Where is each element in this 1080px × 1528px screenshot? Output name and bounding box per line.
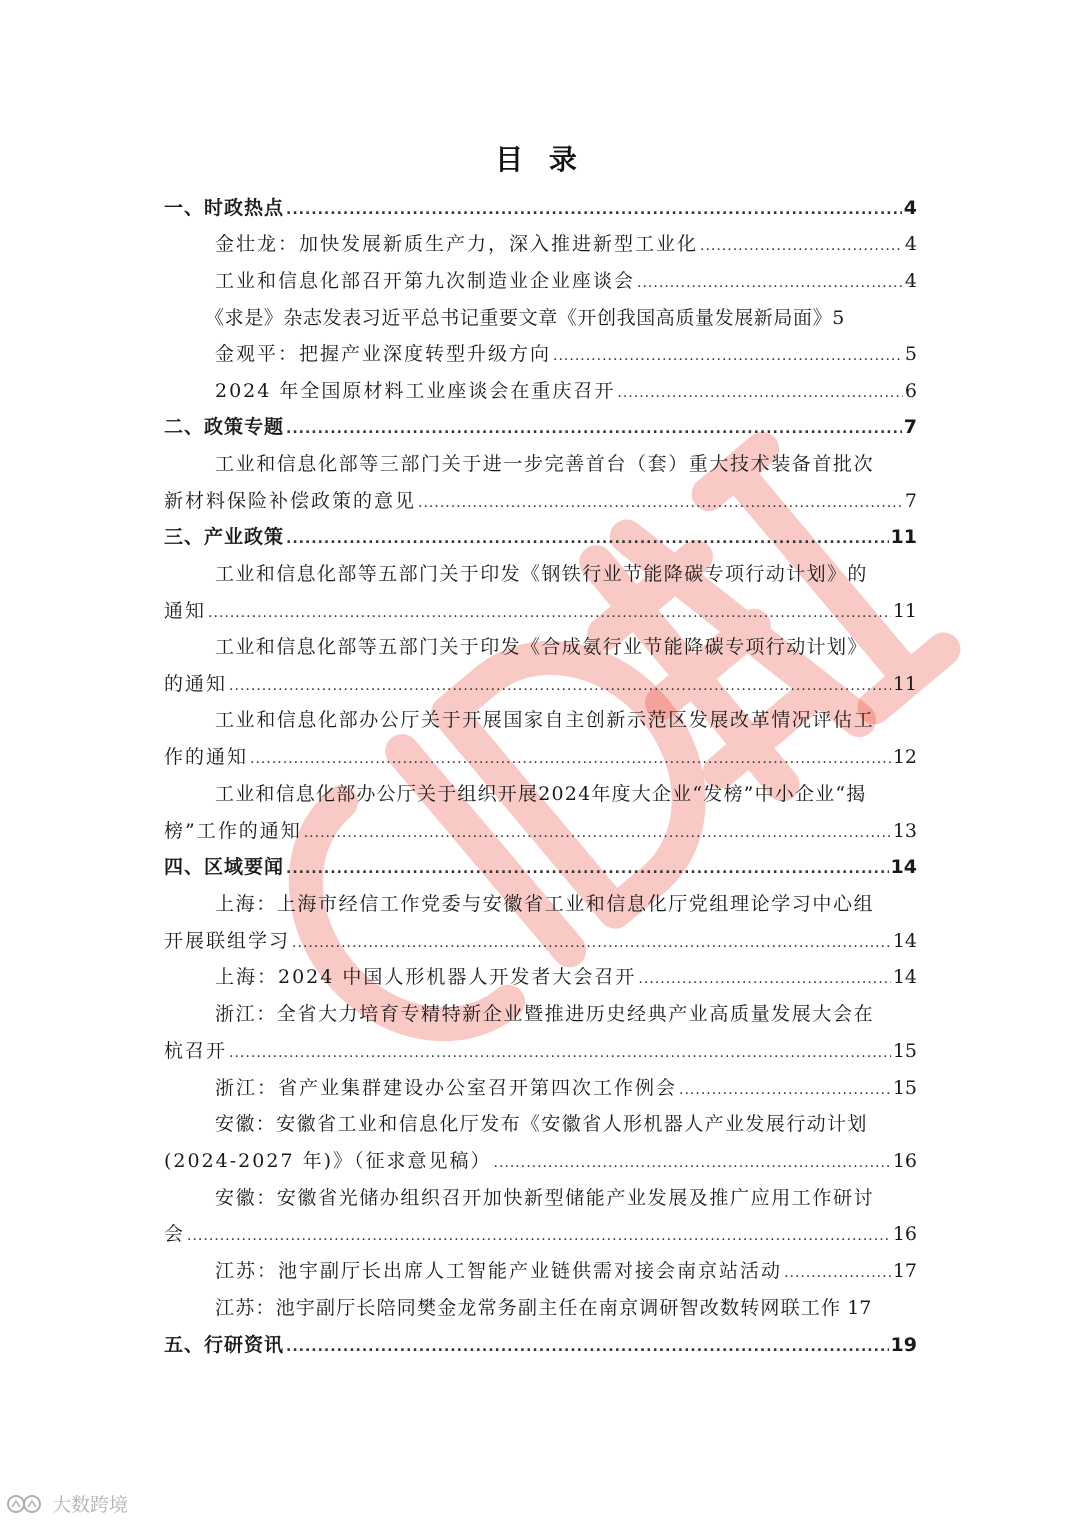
dot-leader — [679, 1076, 891, 1104]
toc-entry[interactable] — [164, 853, 917, 881]
toc-page-number: 16 — [892, 1150, 917, 1172]
toc-entry-text: 金壮龙：加快发展新质生产力，深入推进新型工业化 — [215, 233, 699, 255]
dot-leader — [286, 1333, 889, 1361]
dot-leader — [208, 599, 891, 627]
toc-entry-text: 《求是》杂志发表习近平总书记重要文章《开创我国高质量发展新局面》 — [205, 307, 833, 329]
toc-entry[interactable] — [215, 340, 917, 368]
toc-entry[interactable] — [215, 450, 917, 478]
toc-entry[interactable] — [215, 230, 917, 258]
toc-page-number: 13 — [892, 820, 917, 842]
toc-page-number: 4 — [904, 270, 917, 292]
toc-entry[interactable] — [215, 706, 917, 734]
toc-entry-text: 工业和信息化部召开第九次制造业企业座谈会 — [215, 270, 636, 292]
toc-entry-text: 工业和信息化部办公厅关于开展国家自主创新示范区发展改革情况评估工 — [215, 709, 875, 731]
toc-page-number: 15 — [892, 1077, 917, 1099]
toc-entry-continuation[interactable] — [164, 487, 917, 515]
toc-entry-text: 四、区域要闻 — [164, 856, 285, 878]
toc-entry-text: 安徽：安徽省工业和信息化厅发布《安徽省人形机器人产业发展行动计划 — [215, 1113, 868, 1135]
toc-page-number: 11 — [892, 673, 917, 695]
toc-entry-text: 工业和信息化部等五部门关于印发《合成氨行业节能降碳专项行动计划》 — [215, 636, 868, 658]
toc-entry-text: 江苏：池宇副厅长出席人工智能产业链供需对接会南京站活动 — [215, 1260, 783, 1282]
toc-page-number: 7 — [903, 416, 917, 438]
toc-entry[interactable] — [215, 1294, 917, 1322]
dot-leader — [553, 342, 903, 370]
toc-page-number: 16 — [892, 1223, 917, 1245]
toc-entry-text: 工业和信息化部办公厅关于组织开展2024年度大企业“发榜”中小企业“揭 — [215, 783, 867, 805]
toc-entry[interactable] — [164, 523, 917, 551]
toc-entry-continuation[interactable] — [164, 743, 917, 771]
toc-page-number: 15 — [892, 1040, 917, 1062]
brand-logo-icon — [6, 1493, 46, 1515]
toc-entry-text: 安徽：安徽省光储办组织召开加快新型储能产业发展及推广应用工作研讨 — [215, 1187, 875, 1209]
dot-leader — [286, 415, 902, 443]
toc-page-number: 11 — [892, 600, 917, 622]
toc-page-number: 12 — [892, 746, 917, 768]
toc-entry-text: 的通知 — [164, 673, 228, 695]
toc-entry-text: 二、政策专题 — [164, 416, 285, 438]
dot-leader — [494, 1149, 891, 1177]
toc-page-number: 5 — [904, 343, 917, 365]
toc-page-number: 5 — [832, 307, 845, 329]
toc-page-number: 4 — [904, 233, 917, 255]
toc-entry[interactable] — [164, 194, 917, 222]
dot-leader — [418, 489, 903, 517]
toc-entry[interactable] — [215, 1000, 917, 1028]
dot-leader — [286, 525, 889, 553]
dot-leader — [638, 965, 890, 993]
dot-leader — [617, 379, 903, 407]
toc-entry[interactable] — [164, 413, 917, 441]
toc-entry-continuation[interactable] — [164, 927, 917, 955]
toc-page-number: 4 — [903, 197, 917, 219]
toc-entry-text: 作的通知 — [164, 746, 249, 768]
toc-entry-text: 江苏：池宇副厅长陪同樊金龙常务副主任在南京调研智改数转网联工作 — [215, 1297, 842, 1319]
dot-leader — [286, 855, 889, 883]
toc-entry-text: 杭召开 — [164, 1040, 228, 1062]
toc-page-number: 14 — [892, 930, 917, 952]
toc-page-number: 6 — [904, 380, 917, 402]
toc-entry-text: 新材料保险补偿政策的意见 — [164, 490, 417, 512]
toc-entry[interactable] — [205, 304, 923, 332]
toc-page-number: 14 — [892, 966, 917, 988]
toc-entry-text: 工业和信息化部等五部门关于印发《钢铁行业节能降碳专项行动计划》的 — [215, 563, 868, 585]
toc-entry-text: 榜”工作的通知 — [164, 820, 302, 842]
toc-page-number: 17 — [847, 1297, 872, 1319]
toc-entry-text: 一、时政热点 — [164, 197, 285, 219]
toc-entry[interactable] — [215, 963, 917, 991]
toc-entry-text: 上海：2024 中国人形机器人开发者大会召开 — [215, 966, 637, 988]
toc-entry-text: 五、行研资讯 — [164, 1334, 285, 1356]
toc-entry-text: 上海：上海市经信工作党委与安徽省工业和信息化厅党组理论学习中心组 — [215, 893, 875, 915]
toc-entry[interactable] — [215, 633, 917, 661]
toc-page-number: 17 — [892, 1260, 917, 1282]
toc-entry[interactable] — [215, 560, 917, 588]
toc-page-number: 7 — [904, 490, 917, 512]
toc-entry-text: 2024 年全国原材料工业座谈会在重庆召开 — [215, 380, 616, 402]
footer-brand — [6, 1490, 128, 1517]
toc-entry-text: 开展联组学习 — [164, 930, 291, 952]
dot-leader — [700, 232, 903, 260]
toc-entry-continuation[interactable] — [164, 817, 917, 845]
toc-entry[interactable] — [215, 1257, 917, 1285]
toc-title: 目 录 — [495, 143, 585, 176]
dot-leader — [229, 1039, 891, 1067]
toc-entry-text: 三、产业政策 — [164, 526, 285, 548]
toc-page-number: 14 — [890, 856, 917, 878]
toc-entry-text: 会 — [164, 1223, 186, 1245]
toc-entry-continuation[interactable] — [164, 670, 917, 698]
dot-leader — [286, 196, 902, 224]
toc-entry[interactable] — [215, 267, 917, 295]
toc-entry[interactable] — [215, 377, 917, 405]
toc-entry-text: 通知 — [164, 600, 207, 622]
toc-entry-text: 工业和信息化部等三部门关于进一步完善首台（套）重大技术装备首批次 — [215, 453, 875, 475]
toc-entry[interactable] — [215, 1184, 917, 1212]
dot-leader — [292, 929, 891, 957]
toc-entry[interactable] — [215, 780, 917, 808]
toc-entry-continuation[interactable] — [164, 1037, 917, 1065]
toc-entry-text: (2024-2027 年)》（征求意见稿） — [164, 1150, 492, 1172]
toc-entry-continuation[interactable] — [164, 597, 917, 625]
footer-brand-text: 大数跨境 — [52, 1494, 129, 1516]
toc-entry[interactable] — [215, 1110, 917, 1138]
toc-entry[interactable] — [215, 890, 917, 918]
toc-entry-continuation[interactable] — [164, 1220, 917, 1248]
toc-entry[interactable] — [215, 1074, 917, 1102]
toc-entry[interactable] — [164, 1331, 917, 1359]
toc-entry-text: 浙江：省产业集群建设办公室召开第四次工作例会 — [215, 1077, 678, 1099]
toc-page-number: 11 — [890, 526, 917, 548]
dot-leader — [304, 819, 891, 847]
dot-leader — [229, 672, 891, 700]
toc-entry-text: 金观平：把握产业深度转型升级方向 — [215, 343, 552, 365]
dot-leader — [784, 1259, 891, 1287]
toc-entry-continuation[interactable] — [164, 1147, 917, 1175]
toc-page-number: 19 — [890, 1334, 917, 1356]
dot-leader — [250, 745, 891, 773]
toc-entry-text: 浙江：全省大力培育专精特新企业暨推进历史经典产业高质量发展大会在 — [215, 1003, 875, 1025]
dot-leader — [187, 1222, 891, 1250]
dot-leader — [637, 269, 903, 297]
